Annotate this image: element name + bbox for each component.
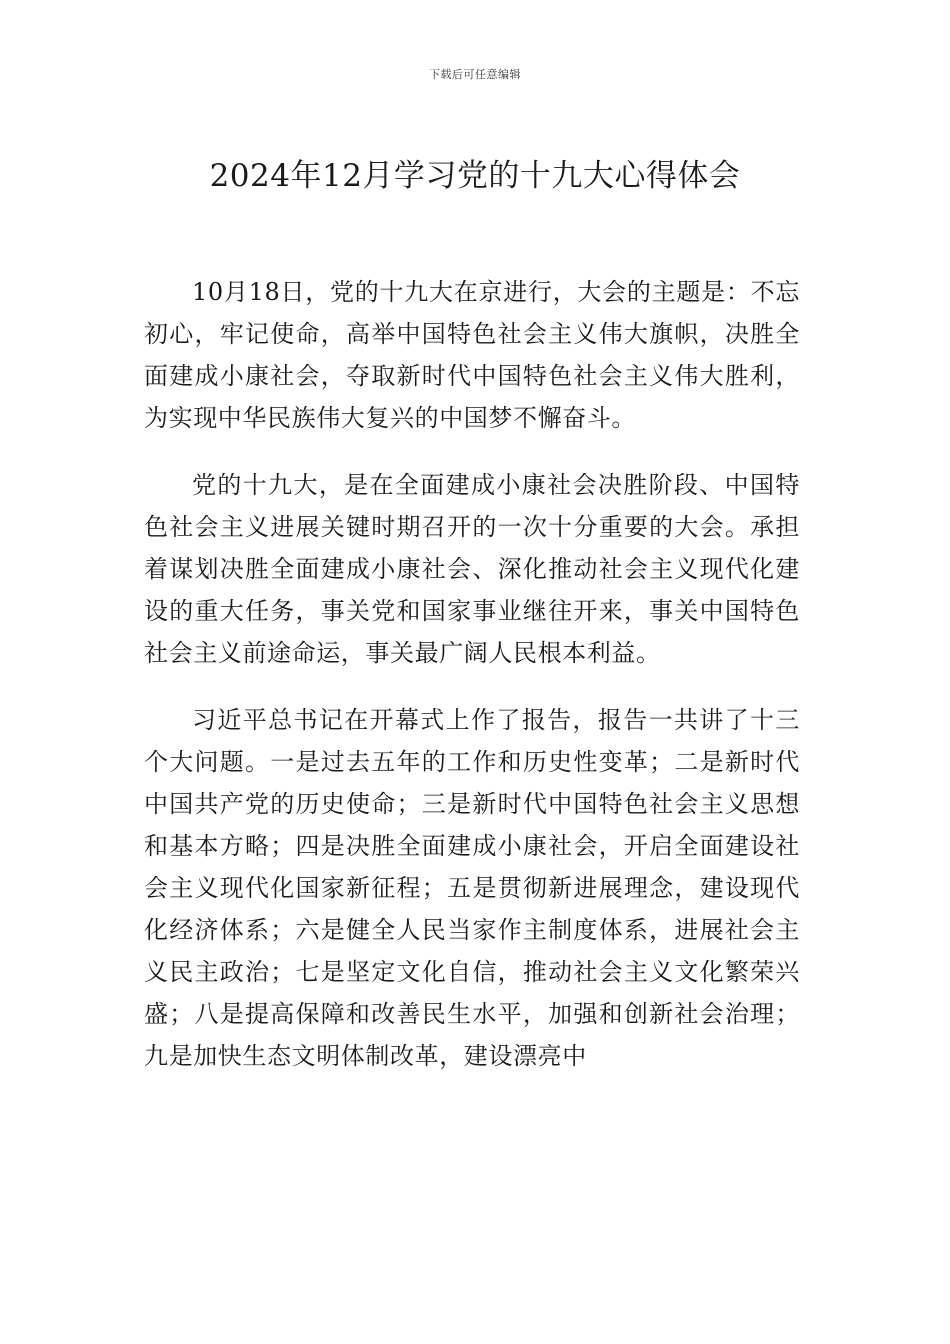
paragraph-1: 10月18日，党的十九大在京进行，大会的主题是：不忘初心，牢记使命，高举中国特色社会主义伟大旗帜，决胜全面建成小康社会，夺取新时代中国特色社会主义伟大胜利，为实现中华民族伟大复兴的中国梦不懈奋斗。 xyxy=(144,278,800,432)
paragraph-3: 习近平总书记在开幕式上作了报告，报告一共讲了十三个大问题。一是过去五年的工作和历史性变革；二是新时代中国共产党的历史使命；三是新时代中国特色社会主义思想和基本方略；四是决胜全面建成小康社会，开启全面建设社会主义现代化国家新征程；五是贯彻新进展理念，建设现代化经济体系；六是健全人民当家作主制度体系，进展社会主义民主政治；七是坚定文化自信，推动社会主义文化繁荣兴盛；八是提高保障和改善民生水平，加强和创新社会治理；九是加快生态文明体制改革，建设漂亮中 xyxy=(144,706,800,1070)
document-title: 2024年12月学习党的十九大心得体会 xyxy=(209,158,741,194)
header-note: 下载后可任意编辑 xyxy=(429,68,521,81)
document-body xyxy=(144,271,800,1102)
paragraph-2: 党的十九大，是在全面建成小康社会决胜阶段、中国特色社会主义进展关键时期召开的一次十分重要的大会。承担着谋划决胜全面建成小康社会、深化推动社会主义现代化建设的重大任务，事关党和国家事业继往开来，事关中国特色社会主义前途命运，事关最广阔人民根本利益。 xyxy=(144,471,800,667)
